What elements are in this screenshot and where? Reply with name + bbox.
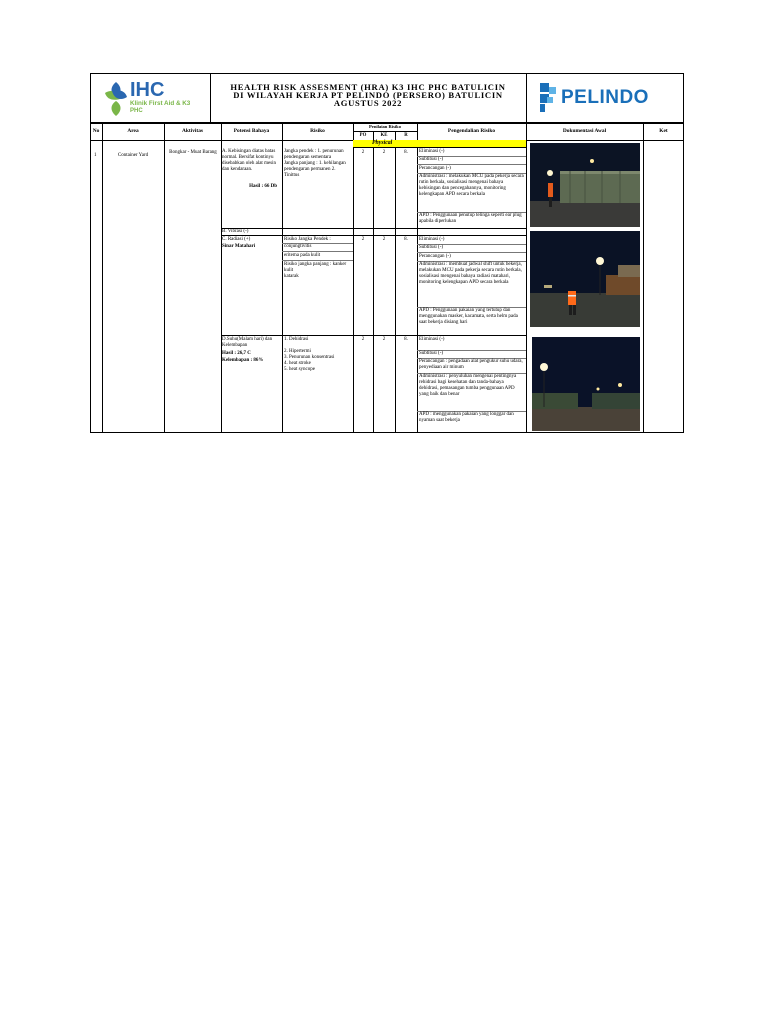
- hazard-a-risiko: Jangka pendek : 1. penurunan pendengaran sementara Jangka panjang : 1. kehilangan pendengaran permanen 2. Tinittus: [284, 149, 346, 178]
- hazard-b-potensi: B. Vibrasi (-): [222, 229, 249, 234]
- hazard-c-risiko-3: Risiko jangka panjang : kanker kulit katarak: [284, 262, 347, 279]
- col-ket: Ket: [659, 128, 668, 134]
- hazard-d-ke: 2: [382, 337, 386, 342]
- hazard-c-r: 8.: [404, 237, 408, 242]
- col-penilaian: Penilaian Risiko: [368, 124, 402, 129]
- hazard-a-po: 2: [361, 150, 365, 155]
- row-aktivitas: Bongkar - Muat Barang: [169, 150, 217, 155]
- hazard-c-apd: APD : Penggunaan pakaian yang tertutup dan menggunakan masker, kacamata, serta helm pada saat bekerja disiang hari: [419, 308, 518, 325]
- hazard-d-apd: APD : menggunakan pakaian yang longgar dan nyaman saat bekerja: [419, 412, 514, 423]
- col-po: PO: [359, 133, 367, 138]
- col-dokumentasi: Dokumentasi Awal: [562, 128, 607, 134]
- documentation-photo-3: [532, 337, 640, 431]
- hazard-c-administrasi: Administrasi : membuat jadwal shift untuk bekerja, melakukan MCU pada pekerja secara rutin berkala, sosialisasi mengenai bahaya radiasi matahari, monitoring kelengkapan APD secara berkala: [419, 262, 522, 285]
- hazard-a-apd: APD : Penggunaan penutup telinga seperti ear plug apabila diperlukan: [419, 213, 522, 224]
- col-area: Area: [127, 128, 139, 134]
- header-divider-right: [526, 73, 527, 123]
- hazard-d-perancangan: Perancangan : pengadaan alat pengukur suhu udara, penyediaan air minum: [419, 359, 523, 370]
- section-title: Physical: [372, 140, 393, 146]
- pelindo-logo-text: PELINDO: [561, 87, 649, 108]
- hazard-c-risiko-head: Risiko Jangka Pendek :: [284, 237, 331, 242]
- hazard-a-potensi: A. Kebisingan diatas batas normal. Bersifat kontinyu disebabkan oleh alat mesin dan kendaraan.: [222, 149, 277, 172]
- ihc-logo-text: IHC: [130, 79, 165, 101]
- hazard-d-r: 8.: [404, 337, 408, 342]
- hazard-d-hasil: Hasil : 26,7 C: [222, 351, 251, 356]
- pelindo-mark-icon: [537, 81, 559, 113]
- hazard-c-potensi: C. Radiasi (+): [222, 237, 251, 242]
- documentation-photo-1: [530, 143, 640, 227]
- col-aktivitas: Aktivitas: [182, 128, 203, 134]
- page-title: HEALTH RISK ASSESMENT (HRA) K3 IHC PHC BATULICIN DI WILAYAH KERJA PT PELINDO (PERSERO) BATULICIN AGUSTUS 2022: [230, 82, 506, 108]
- row-area: Container Yard: [117, 153, 149, 158]
- ihc-logo-sub2: PHC: [130, 108, 143, 114]
- hazard-c-subtitusi: Subtitusi (-): [419, 245, 444, 250]
- col-ke: KE: [380, 133, 388, 138]
- hazard-c-ke: 2: [382, 237, 386, 242]
- hazard-c-risiko-1: conjungtivitis: [284, 244, 312, 249]
- col-pengendalian: Pengendalian Risiko: [447, 128, 496, 134]
- hazard-d-risiko: 1. Dehidrasi 2. Hipertermi 3. Penurunan konsentrasi 4. heat stroke 5. heat syncope: [284, 337, 335, 372]
- documentation-photo-2: [530, 231, 640, 327]
- hazard-a-ke: 2: [382, 150, 386, 155]
- hazard-c-potensi-sub: Sinar Matahari: [222, 244, 256, 249]
- hazard-a-hasil: Hasil : 66 Db: [249, 184, 277, 189]
- pelindo-logo: [535, 81, 675, 115]
- hazard-a-subtitusi: Subtitusi (-): [419, 157, 444, 162]
- header-divider-left: [210, 73, 211, 123]
- col-potensi: Potensi Bahaya: [233, 128, 270, 134]
- hazard-a-perancangan: Perancangan (-): [419, 166, 451, 171]
- hazard-c-eliminasi: Eliminasi (-): [419, 237, 445, 242]
- col-risiko: Risiko: [310, 128, 325, 134]
- hazard-d-kelembapan: Kelembapan : 86%: [222, 358, 264, 363]
- hazard-a-eliminasi: Eliminasi (-): [419, 149, 445, 154]
- hazard-c-risiko-2: eritema pada kulit: [284, 253, 321, 258]
- ihc-cross-icon: [102, 79, 130, 119]
- ihc-logo: [100, 78, 210, 120]
- hazard-a-r: 8.: [404, 150, 408, 155]
- hazard-d-potensi: D.Suhu(Malam hari) dan Kelembapan: [222, 337, 273, 348]
- ihc-logo-sub: Klinik First Aid & K3: [130, 100, 191, 107]
- hazard-c-po: 2: [361, 237, 365, 242]
- hazard-d-subtitusi: Subtitusi (-): [419, 351, 444, 356]
- row-no: 1: [94, 153, 97, 158]
- col-r: R: [404, 133, 408, 138]
- hazard-d-administrasi: Administrasi : penyuluhan mengenai pentingnya rehidrasi bagi kesehatan dan tanda-bahaya dehidrasi, pemasangan tumba penggunaan APD yang baik dan benar: [419, 374, 517, 397]
- hazard-c-perancangan: Perancangan (-): [419, 254, 451, 259]
- hazard-d-eliminasi: Eliminasi (-): [419, 337, 445, 342]
- hazard-d-po: 2: [361, 337, 365, 342]
- hazard-a-administrasi: Administrasi : melakukan MCU pada pekerja secara rutin berkala, sosialisasi mengenai bahaya kebisingan dan pencegahannya, monitoring kelengkapan APD secara berkala: [419, 174, 524, 197]
- col-no: No: [92, 128, 100, 134]
- hra-sheet: [90, 73, 684, 431]
